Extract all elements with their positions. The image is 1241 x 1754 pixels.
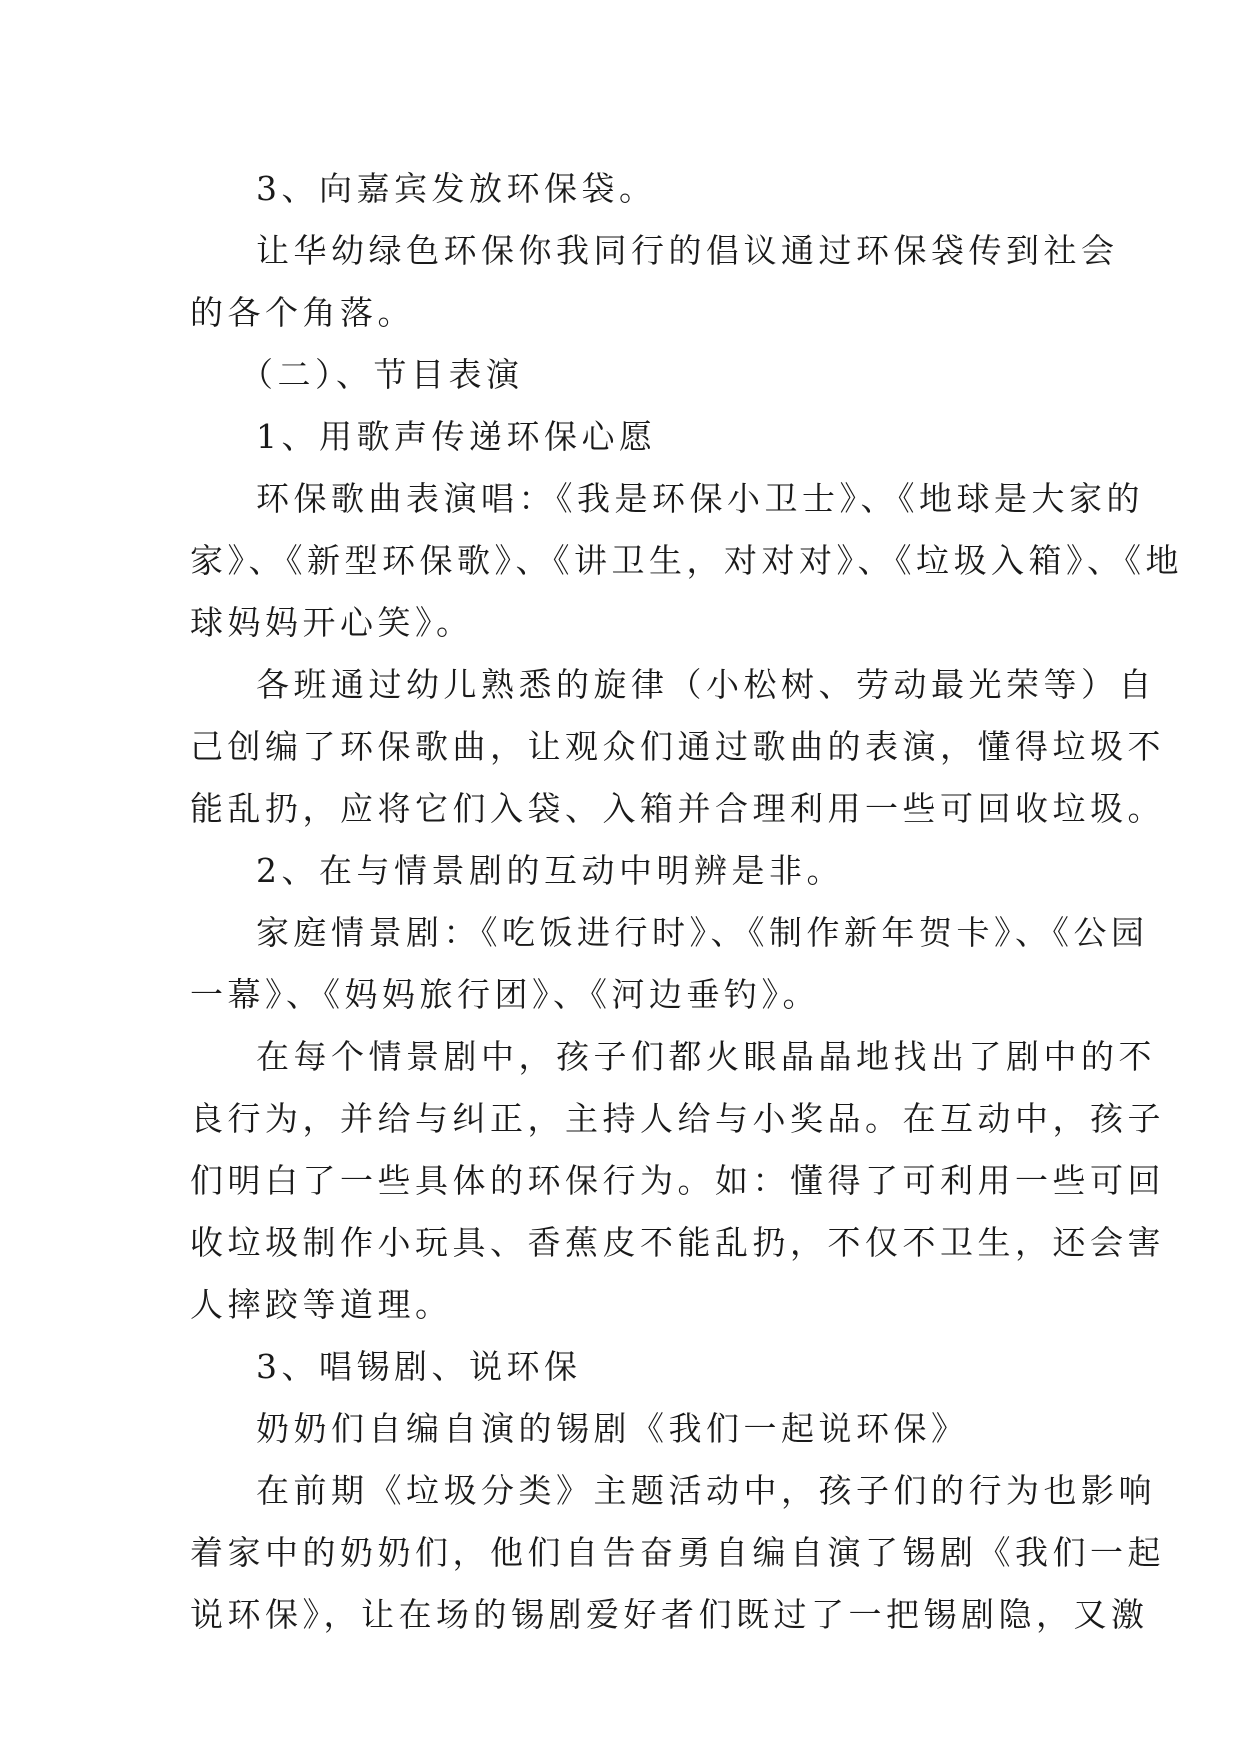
text-line: 让华幼绿色环保你我同行的倡议通过环保袋传到社会 — [256, 231, 1119, 270]
document-body — [190, 158, 1183, 1646]
text-line: 各班通过幼儿熟悉的旋律（小松树、劳动最光荣等）自 — [256, 665, 1156, 704]
text-line: 能乱扔，应将它们入袋、入箱并合理利用一些可回收垃圾。 — [190, 789, 1165, 828]
text-line: 们明白了一些具体的环保行为。如：懂得了可利用一些可回 — [190, 1161, 1165, 1200]
text-line: 环保歌曲表演唱：《我是环保小卫士》、《地球是大家的 — [256, 479, 1144, 518]
text-line: 人摔跤等道理。 — [190, 1285, 453, 1324]
text-line: 己创编了环保歌曲，让观众们通过歌曲的表演，懂得垃圾不 — [190, 727, 1165, 766]
text-line: 家》、《新型环保歌》、《讲卫生，对对对》、《垃圾入箱》、《地 — [190, 541, 1183, 580]
text-line: 收垃圾制作小玩具、香蕉皮不能乱扔，不仅不卫生，还会害 — [190, 1223, 1165, 1262]
text-line: 说环保》，让在场的锡剧爱好者们既过了一把锡剧隐，又激 — [190, 1595, 1149, 1634]
text-line: 球妈妈开心笑》。 — [190, 603, 474, 642]
text-line: 良行为，并给与纠正，主持人给与小奖品。在互动中，孩子 — [190, 1099, 1165, 1138]
subsection-heading: 1、用歌声传递环保心愿 — [256, 417, 657, 456]
text-line: 3、向嘉宾发放环保袋。 — [256, 169, 657, 208]
text-line: 奶奶们自编自演的锡剧《我们一起说环保》 — [256, 1409, 969, 1448]
text-line: 家庭情景剧：《吃饭进行时》、《制作新年贺卡》、《公园 — [256, 913, 1149, 952]
section-heading: （二）、节目表演 — [240, 355, 524, 394]
text-line: 着家中的奶奶们，他们自告奋勇自编自演了锡剧《我们一起 — [190, 1533, 1165, 1572]
subsection-heading: 2、在与情景剧的互动中明辨是非。 — [256, 851, 844, 890]
text-line: 一幕》、《妈妈旅行团》、《河边垂钓》。 — [190, 975, 820, 1014]
text-line: 的各个角落。 — [190, 293, 415, 332]
text-line: 在每个情景剧中，孩子们都火眼晶晶地找出了剧中的不 — [256, 1037, 1156, 1076]
text-line: 在前期《垃圾分类》主题活动中，孩子们的行为也影响 — [256, 1471, 1156, 1510]
subsection-heading: 3、唱锡剧、说环保 — [256, 1347, 582, 1386]
